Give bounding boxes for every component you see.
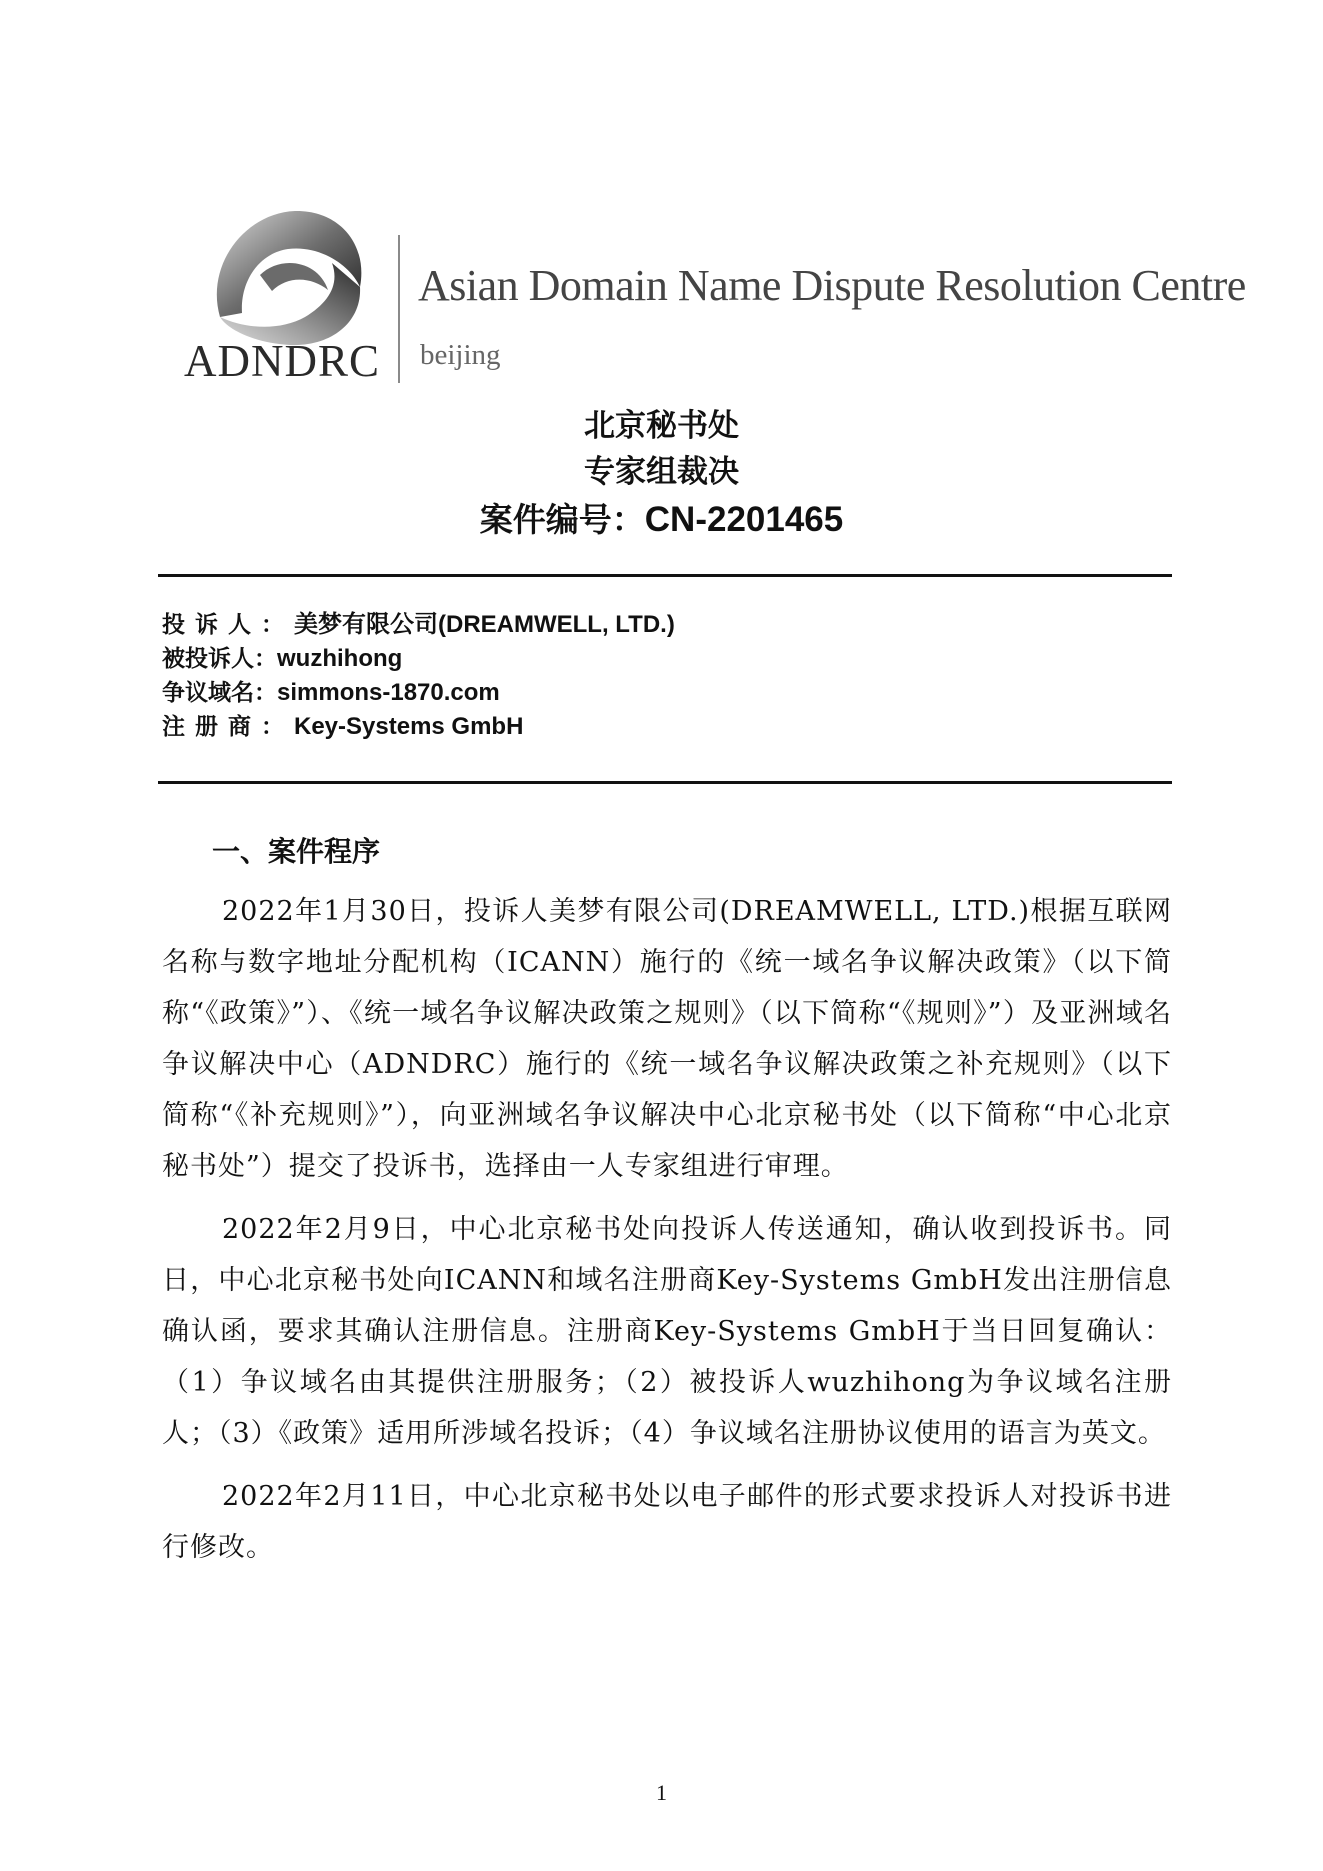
domain-label: 争议域名： (162, 679, 277, 706)
complainant-value: 美梦有限公司(DREAMWELL, LTD.) (294, 611, 675, 638)
registrar-label: 注册商： (162, 713, 294, 740)
decision-title: 专家组裁决 (584, 454, 739, 490)
respondent-label: 被投诉人： (162, 645, 277, 672)
case-number-line (0, 494, 1323, 541)
case-number-label: 案件编号： (479, 500, 645, 539)
paragraph: 2022年1月30日，投诉人美梦有限公司(DREAMWELL, LTD.)根据互联网名称与数字地址分配机构（ICANN）施行的《统一域名争议解决政策》（以下简称“《政策》”）、《统一域名争议解决政策之规则》（以下简称“《规则》”）及亚洲域名争议解决中心（ADNDRC）施行的《统一域名争议解决政策之补充规则》（以下简称“《补充规则》”），向亚洲域名争议解决中心北京秘书处（以下简称“中心北京秘书处”）提交了投诉书，选择由一人专家组进行审理。 (162, 896, 1172, 1182)
registrar-row (162, 710, 675, 744)
case-number: CN-2201465 (644, 500, 844, 539)
section-heading: 一、案件程序 (212, 835, 381, 868)
paragraph: 2022年2月11日，中心北京秘书处以电子邮件的形式要求投诉人对投诉书进行修改。 (162, 1481, 1172, 1563)
adndrc-swirl-icon (200, 205, 370, 350)
adndrc-logo (180, 205, 1246, 386)
top-divider (158, 574, 1172, 577)
respondent-value: wuzhihong (277, 645, 403, 672)
logo-abbreviation: ADNDRC (184, 336, 381, 386)
domain-row (162, 676, 675, 710)
office-title: 北京秘书处 (584, 408, 739, 444)
logo-organization-name: Asian Domain Name Dispute Resolution Centre (418, 261, 1246, 310)
respondent-row (162, 642, 675, 676)
registrar-value: Key-Systems GmbH (294, 713, 524, 740)
complainant-label: 投诉人： (162, 611, 294, 638)
logo-city: beijing (420, 339, 501, 371)
domain-value: simmons-1870.com (277, 679, 500, 706)
bottom-divider (158, 781, 1172, 784)
parties-block (162, 608, 675, 744)
procedure-body (162, 886, 1172, 1585)
page-number: 1 (656, 1780, 667, 1805)
complainant-row (162, 608, 675, 642)
paragraph: 2022年2月9日，中心北京秘书处向投诉人传送通知，确认收到投诉书。同日，中心北京秘书处向ICANN和域名注册商Key-Systems GmbH发出注册信息确认函，要求其确认注册信息。注册商Key-Systems GmbH于当日回复确认：（1）争议域名由其提供注册服务；（2）被投诉人wuzhihong为争议域名注册人；（3）《政策》适用所涉域名投诉；（4）争议域名注册协议使用的语言为英文。 (162, 1214, 1172, 1449)
logo-divider (398, 235, 400, 383)
